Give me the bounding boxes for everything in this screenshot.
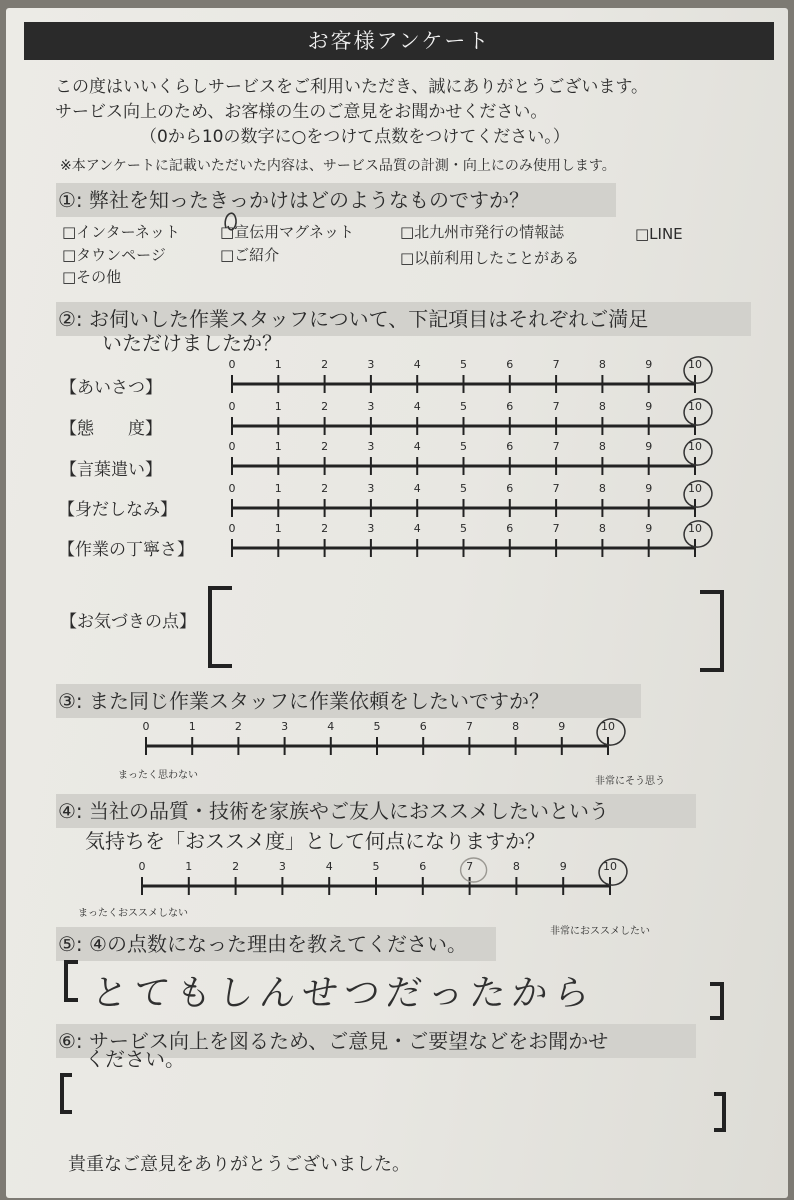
q2-scale-4-tick-label: 5: [460, 482, 467, 495]
q2-scale-1-tick-label: 1: [274, 358, 282, 371]
q2-scale-1-tick-label: 4: [413, 358, 421, 371]
q2-scale-3-tick-label: 9: [645, 440, 653, 453]
q2-scale-2-tick-label: 5: [460, 400, 467, 413]
q3-scale-tick-label: 6: [419, 720, 427, 733]
rating-label-attitude: 【態 度】: [60, 419, 162, 439]
intro-line-3: （0から10の数字に○をつけて点数をつけてください。）: [140, 127, 570, 147]
q2-scale-4-tick-label: 1: [274, 482, 282, 495]
q2-scale-5-tick-label: 0: [228, 522, 236, 535]
rating-label-appearance: 【身だしなみ】: [58, 500, 177, 520]
q1-option-previous[interactable]: □以前利用したことがある: [400, 249, 580, 267]
q4-scale-tick-label: 4: [325, 860, 333, 873]
question-4-line-2: 気持ちを「おススメ度」として何点になりますか？: [85, 829, 545, 853]
q2-scale-4-tick-label: 2: [321, 482, 329, 495]
q2-scale-2-tick-label: 2: [321, 400, 329, 413]
q2-scale-1-tick-label: 8: [598, 358, 606, 371]
q3-scale-tick-label: 3: [281, 720, 289, 733]
q2-scale-1-tick-label: 7: [552, 358, 560, 371]
q2-scale-5-tick-label: 5: [460, 522, 467, 535]
q4-high-label: 非常におススメしたい: [550, 926, 650, 937]
q5-handwritten-answer[interactable]: とてもしんせつだったから: [89, 973, 598, 1014]
privacy-note: ※本アンケートに記載いただいた内容は、サービス品質の計測・向上にのみ使用します。: [60, 158, 616, 174]
q3-high-label: 非常にそう思う: [595, 776, 665, 787]
q2-scale-3-tick-label: 7: [552, 440, 560, 453]
q3-scale-tick-label: 8: [512, 720, 520, 733]
q2-scale-1-tick-label: 0: [228, 358, 236, 371]
comment-label: 【お気づきの点】: [60, 612, 196, 632]
q2-scale-4-tick-label: 6: [506, 482, 514, 495]
q5-bracket-right: [710, 984, 722, 1018]
q2-scale-2-tick-label: 10: [688, 400, 702, 413]
q4-scale-erased-circle: [461, 858, 487, 882]
q2-rating-scales: [229, 354, 715, 557]
intro-line-1: この度はいいくらしサービスをご利用いただき、誠にありがとうございます。: [55, 77, 648, 97]
q3-scale-tick-label: 4: [327, 720, 335, 733]
q2-scale-3-tick-label: 4: [413, 440, 421, 453]
q4-scale-tick-label: 1: [185, 860, 193, 873]
question-4: ④: 当社の品質・技術を家族やご友人におススメしたいという: [56, 794, 696, 828]
question-2-line-2: いただけましたか？: [102, 331, 282, 355]
q3-scale-tick-label: 7: [465, 720, 473, 733]
q2-scale-2-tick-label: 6: [506, 400, 514, 413]
q2-scale-3-tick-label: 8: [598, 440, 606, 453]
intro-line-2: サービス向上のため、お客様の生のご意見をお聞かせください。: [55, 102, 548, 122]
q4-rating-scale: [139, 856, 630, 895]
q6-bracket-right: [714, 1094, 724, 1130]
q3-low-label: まったく思わない: [118, 770, 198, 781]
question-5: ⑤: ④の点数になった理由を教えてください。: [56, 927, 496, 961]
q1-option-other[interactable]: □その他: [62, 268, 122, 286]
q1-option-internet[interactable]: □インターネット: [62, 223, 180, 241]
q3-scale-tick-label: 5: [373, 720, 381, 733]
q2-scale-5-tick-label: 4: [413, 522, 421, 535]
q2-scale-3-tick-label: 1: [274, 440, 282, 453]
q3-scale-tick-label: 10: [601, 720, 615, 733]
q2-scale-4-tick-label: 4: [413, 482, 421, 495]
q2-scale-1-tick-label: 5: [460, 358, 467, 371]
q2-scale-2-tick-label: 4: [413, 400, 421, 413]
q1-option-magnet[interactable]: □宣伝用マグネット: [220, 223, 355, 241]
q2-scale-1-tick-label: 9: [645, 358, 653, 371]
q2-scale-2-tick-label: 3: [367, 400, 375, 413]
q4-scale-tick-label: 9: [559, 860, 567, 873]
q4-scale-tick-label: 0: [138, 860, 146, 873]
question-6-line-2: ください。: [85, 1047, 185, 1071]
q2-scale-4-tick-label: 3: [367, 482, 375, 495]
q4-scale-tick-label: 7: [466, 860, 474, 873]
q2-scale-3-tick-label: 0: [228, 440, 236, 453]
q2-scale-5-tick-label: 1: [274, 522, 282, 535]
q2-scale-5-tick-label: 10: [688, 522, 702, 535]
rating-label-greeting: 【あいさつ】: [60, 378, 162, 398]
q2-scale-2-tick-label: 9: [645, 400, 653, 413]
q2-scale-1-tick-label: 6: [506, 358, 514, 371]
q2-scale-5-tick-label: 3: [367, 522, 375, 535]
rating-label-language: 【言葉遣い】: [60, 460, 162, 480]
q4-scale-tick-label: 5: [372, 860, 380, 873]
q2-scale-4-tick-label: 0: [228, 482, 236, 495]
q2-scale-2-tick-label: 7: [552, 400, 560, 413]
q3-scale-tick-label: 1: [188, 720, 196, 733]
q2-scale-2-tick-label: 0: [228, 400, 236, 413]
q2-scale-3-tick-label: 5: [460, 440, 467, 453]
survey-title: お客様アンケート: [24, 22, 774, 60]
q2-scale-1-tick-label: 3: [367, 358, 375, 371]
q6-bracket-left: [62, 1075, 72, 1112]
q2-scale-2-tick-label: 1: [274, 400, 282, 413]
q2-scale-3-tick-label: 10: [688, 440, 702, 453]
q2-scale-3-tick-label: 6: [506, 440, 514, 453]
closing-message: 貴重なご意見をありがとうございました。: [68, 1154, 410, 1175]
rating-label-carefulness: 【作業の丁寧さ】: [58, 540, 194, 560]
q1-check-mark: [225, 213, 236, 230]
q1-option-referral[interactable]: □ご紹介: [220, 246, 280, 264]
q2-scale-2-tick-label: 8: [598, 400, 606, 413]
q2-scale-4-tick-label: 7: [552, 482, 560, 495]
q4-scale-tick-label: 3: [278, 860, 286, 873]
q2-scale-4-tick-label: 10: [688, 482, 702, 495]
q3-scale-tick-label: 0: [142, 720, 150, 733]
q5-bracket-left: [66, 962, 78, 1000]
q1-option-line[interactable]: □LINE: [635, 225, 683, 243]
q4-scale-tick-label: 10: [603, 860, 617, 873]
q2-scale-1-tick-label: 2: [321, 358, 329, 371]
q2-scale-4-tick-label: 8: [598, 482, 606, 495]
q2-scale-5-tick-label: 2: [321, 522, 329, 535]
question-3: ③: また同じ作業スタッフに作業依頼をしたいですか？: [56, 684, 641, 718]
q4-scale-tick-label: 6: [419, 860, 427, 873]
question-1: ①: 弊社を知ったきっかけはどのようなものですか？: [56, 183, 616, 217]
q2-scale-5-tick-label: 9: [645, 522, 653, 535]
q2-scale-5-tick-label: 8: [598, 522, 606, 535]
q4-scale-tick-label: 2: [232, 860, 240, 873]
question-6: ⑥: サービス向上を図るため、ご意見・ご要望などをお聞かせ: [56, 1024, 696, 1058]
comment-bracket-right: [700, 592, 722, 670]
q2-scale-3-tick-label: 3: [367, 440, 375, 453]
q2-scale-5-tick-label: 7: [552, 522, 560, 535]
q3-scale-tick-label: 9: [558, 720, 566, 733]
q2-scale-1-tick-label: 10: [688, 358, 702, 371]
q3-scale-tick-label: 2: [234, 720, 242, 733]
question-2: ②: お伺いした作業スタッフについて、下記項目はそれぞれご満足: [56, 302, 751, 336]
q4-scale-tick-label: 8: [512, 860, 520, 873]
q1-option-townpage[interactable]: □タウンページ: [62, 246, 166, 264]
q1-option-magazine[interactable]: □北九州市発行の情報誌: [400, 223, 565, 241]
q4-low-label: まったくおススメしない: [78, 908, 188, 919]
comment-bracket-left: [210, 588, 232, 666]
q2-scale-4-tick-label: 9: [645, 482, 653, 495]
q2-scale-5-tick-label: 6: [506, 522, 514, 535]
q3-rating-scale: [143, 716, 628, 755]
q2-scale-3-tick-label: 2: [321, 440, 329, 453]
